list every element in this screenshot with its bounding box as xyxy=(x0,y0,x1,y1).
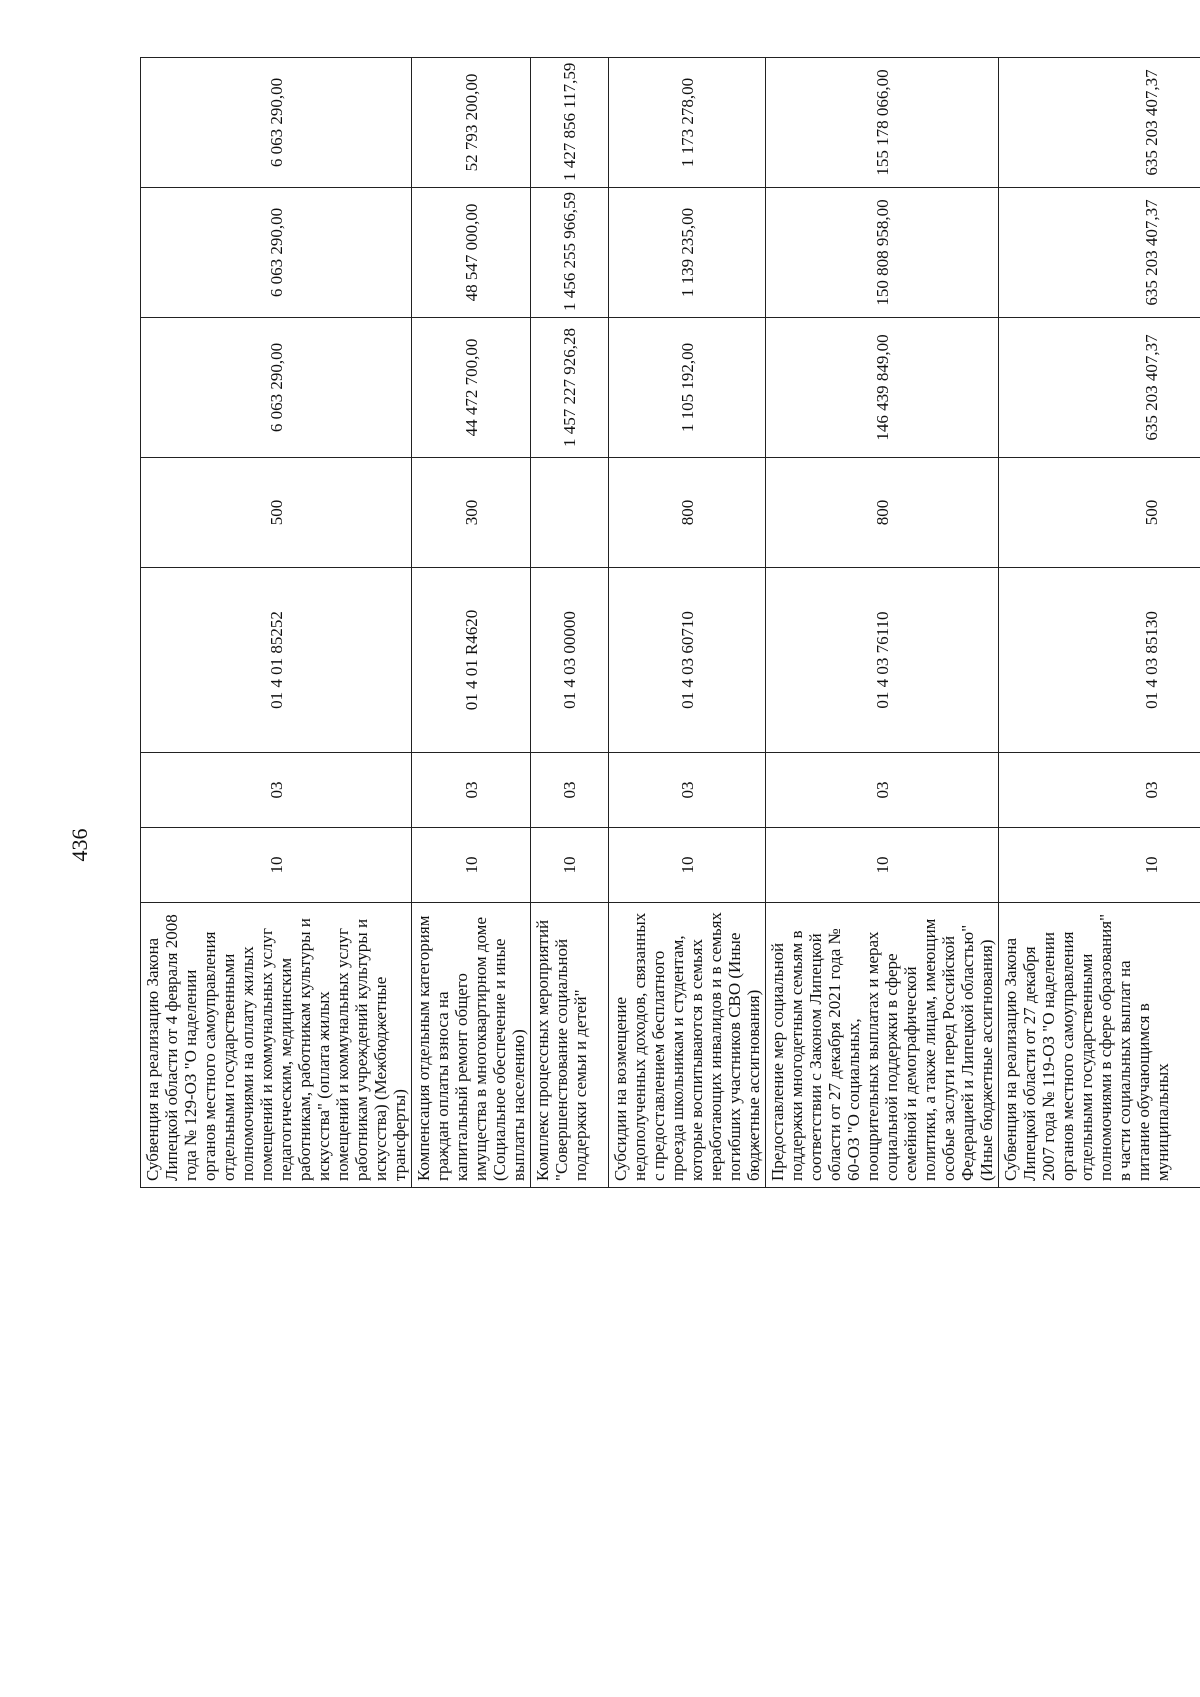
target-article-code: 01 4 01 85252 xyxy=(141,568,412,753)
amount-year-2: 48 547 000,00 xyxy=(412,188,531,318)
subsection-code: 03 xyxy=(609,753,766,828)
amount-year-1: 146 439 849,00 xyxy=(766,318,999,458)
amount-year-3: 635 203 407,37 xyxy=(999,58,1200,188)
amount-year-1: 1 105 192,00 xyxy=(609,318,766,458)
table-row xyxy=(766,58,999,1188)
amount-year-3: 1 427 856 117,59 xyxy=(531,58,609,188)
row-description: Предоставление мер социальной поддержки многодетным семьям в соответствии с Законом Липецкой области от 27 декабря 2021 года № 60-ОЗ "О социальных, поощрительных выплатах и мерах социальной поддержки в сфере семейной и демографической политики, а также лицам, имеющим особые заслуги перед Российской Федерацией и Липецкой областью" (Иные бюджетные ассигнования) xyxy=(766,903,999,1188)
amount-year-2: 6 063 290,00 xyxy=(141,188,412,318)
table-row xyxy=(141,58,412,1188)
row-description: Компенсация отдельным категориям граждан оплаты взноса на капитальный ремонт общего имущества в многоквартирном доме (Социальное обеспечение и иные выплаты населению) xyxy=(412,903,531,1188)
expense-type-code xyxy=(531,458,609,568)
expense-type-code: 300 xyxy=(412,458,531,568)
amount-year-1: 6 063 290,00 xyxy=(141,318,412,458)
subsection-code: 03 xyxy=(412,753,531,828)
subsection-code: 03 xyxy=(531,753,609,828)
table-row xyxy=(531,58,609,1188)
amount-year-3: 155 178 066,00 xyxy=(766,58,999,188)
section-code: 10 xyxy=(609,828,766,903)
row-description: Субвенция на реализацию Закона Липецкой области от 4 февраля 2008 года № 129-ОЗ "О наделении органов местного самоуправления отдельными государственными полномочиями на оплату жилых помещений и коммунальных услуг педагогическим, медицинским работникам, работникам культуры и искусства" (оплата жилых помещений и коммунальных услуг работникам учреждений культуры и искусства) (Межбюджетные трансферты) xyxy=(141,903,412,1188)
section-code: 10 xyxy=(531,828,609,903)
expense-type-code: 500 xyxy=(141,458,412,568)
target-article-code: 01 4 03 76110 xyxy=(766,568,999,753)
table-row xyxy=(412,58,531,1188)
amount-year-3: 1 173 278,00 xyxy=(609,58,766,188)
budget-table-container xyxy=(140,58,1190,1188)
subsection-code: 03 xyxy=(766,753,999,828)
table-row xyxy=(609,58,766,1188)
section-code: 10 xyxy=(141,828,412,903)
target-article-code: 01 4 03 00000 xyxy=(531,568,609,753)
amount-year-2: 1 139 235,00 xyxy=(609,188,766,318)
page-number: 436 xyxy=(67,828,92,862)
section-code: 10 xyxy=(999,828,1200,903)
subsection-code: 03 xyxy=(999,753,1200,828)
amount-year-1: 44 472 700,00 xyxy=(412,318,531,458)
amount-year-2: 150 808 958,00 xyxy=(766,188,999,318)
amount-year-3: 52 793 200,00 xyxy=(412,58,531,188)
row-description: Субсидии на возмещение недополученных доходов, связанных с предоставлением бесплатного проезда школьникам и студентам, которые воспитываются в семьях неработающих инвалидов и в семьях погибших участников СВО (Иные бюджетные ассигнования) xyxy=(609,903,766,1188)
target-article-code: 01 4 01 R4620 xyxy=(412,568,531,753)
row-description: Комплекс процессных мероприятий "Совершенствование социальной поддержки семьи и детей" xyxy=(531,903,609,1188)
subsection-code: 03 xyxy=(141,753,412,828)
expense-type-code: 800 xyxy=(766,458,999,568)
section-code: 10 xyxy=(766,828,999,903)
amount-year-2: 635 203 407,37 xyxy=(999,188,1200,318)
table-row xyxy=(999,58,1200,1188)
row-description: Субвенция на реализацию Закона Липецкой области от 27 декабря 2007 года № 119-ОЗ "О наделении органов местного самоуправления отдельными государственными полномочиями в сфере образования" в части социальных выплат на питание обучающимся в муниципальных xyxy=(999,903,1200,1188)
amount-year-1: 635 203 407,37 xyxy=(999,318,1200,458)
expense-type-code: 500 xyxy=(999,458,1200,568)
target-article-code: 01 4 03 60710 xyxy=(609,568,766,753)
section-code: 10 xyxy=(412,828,531,903)
amount-year-3: 6 063 290,00 xyxy=(141,58,412,188)
amount-year-1: 1 457 227 926,28 xyxy=(531,318,609,458)
amount-year-2: 1 456 255 966,59 xyxy=(531,188,609,318)
budget-table xyxy=(140,57,1200,1188)
expense-type-code: 800 xyxy=(609,458,766,568)
target-article-code: 01 4 03 85130 xyxy=(999,568,1200,753)
